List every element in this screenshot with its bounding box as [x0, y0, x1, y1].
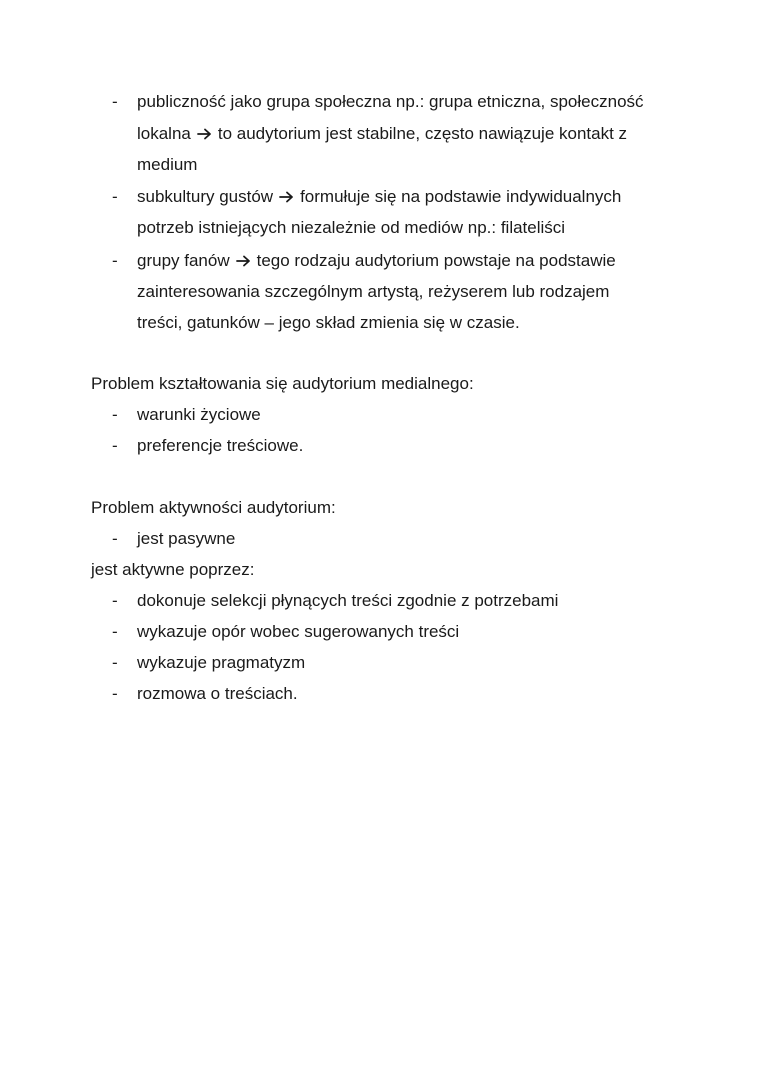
bullet-dash: -	[112, 653, 118, 672]
right-arrow-icon	[279, 191, 294, 203]
list1-item3-line1	[137, 251, 616, 271]
list1-item1-line2-text-a: lokalna	[137, 124, 191, 143]
section3-heading: Problem aktywności audytorium:	[91, 498, 336, 517]
list1-item1-line2-text-b: to audytorium jest stabilne, często nawiązuje kontakt z	[217, 124, 628, 143]
list1-item1-line3: medium	[137, 155, 198, 174]
list1-item3-line3: treści, gatunków – jego skład zmienia się w czasie.	[137, 313, 520, 332]
list1-item2-line1	[137, 187, 621, 207]
list1-item3-line2: zainteresowania szczególnym artystą, reżyserem lub rodzajem	[137, 282, 610, 301]
section3-passive-item: jest pasywne	[137, 529, 236, 548]
section3-subheading: jest aktywne poprzez:	[91, 560, 255, 579]
bullet-dash: -	[112, 622, 118, 641]
list1-item1-line1: publiczność jako grupa społeczna np.: grupa etniczna, społeczność	[137, 92, 644, 111]
right-arrow-icon	[197, 128, 212, 140]
bullet-dash: -	[112, 92, 118, 111]
bullet-dash: -	[112, 591, 118, 610]
list1-item3-line1-text-b: tego rodzaju audytorium powstaje na podstawie	[256, 251, 616, 270]
bullet-dash: -	[112, 251, 118, 270]
list1-item2-line1-text-b: formułuje się na podstawie indywidualnych	[300, 187, 622, 206]
section3-item: wykazuje pragmatyzm	[137, 653, 306, 672]
bullet-dash: -	[112, 529, 118, 548]
section3-item: rozmowa o treściach.	[137, 684, 298, 703]
section2-item: warunki życiowe	[137, 405, 261, 424]
list1-item2-line1-text-a: subkultury gustów	[137, 187, 274, 206]
list1-item1-line2	[137, 124, 627, 144]
bullet-dash: -	[112, 436, 118, 455]
bullet-dash: -	[112, 684, 118, 703]
right-arrow-icon	[236, 255, 251, 267]
bullet-dash: -	[112, 187, 118, 206]
section3-item: wykazuje opór wobec sugerowanych treści	[137, 622, 460, 641]
list1-item2-line2: potrzeb istniejących niezależnie od mediów np.: filateliści	[137, 218, 566, 237]
bullet-dash: -	[112, 405, 118, 424]
section2-heading: Problem kształtowania się audytorium medialnego:	[91, 374, 474, 393]
section3-item: dokonuje selekcji płynących treści zgodnie z potrzebami	[137, 591, 559, 610]
section2-item: preferencje treściowe.	[137, 436, 304, 455]
list1-item3-line1-text-a: grupy fanów	[137, 251, 230, 270]
